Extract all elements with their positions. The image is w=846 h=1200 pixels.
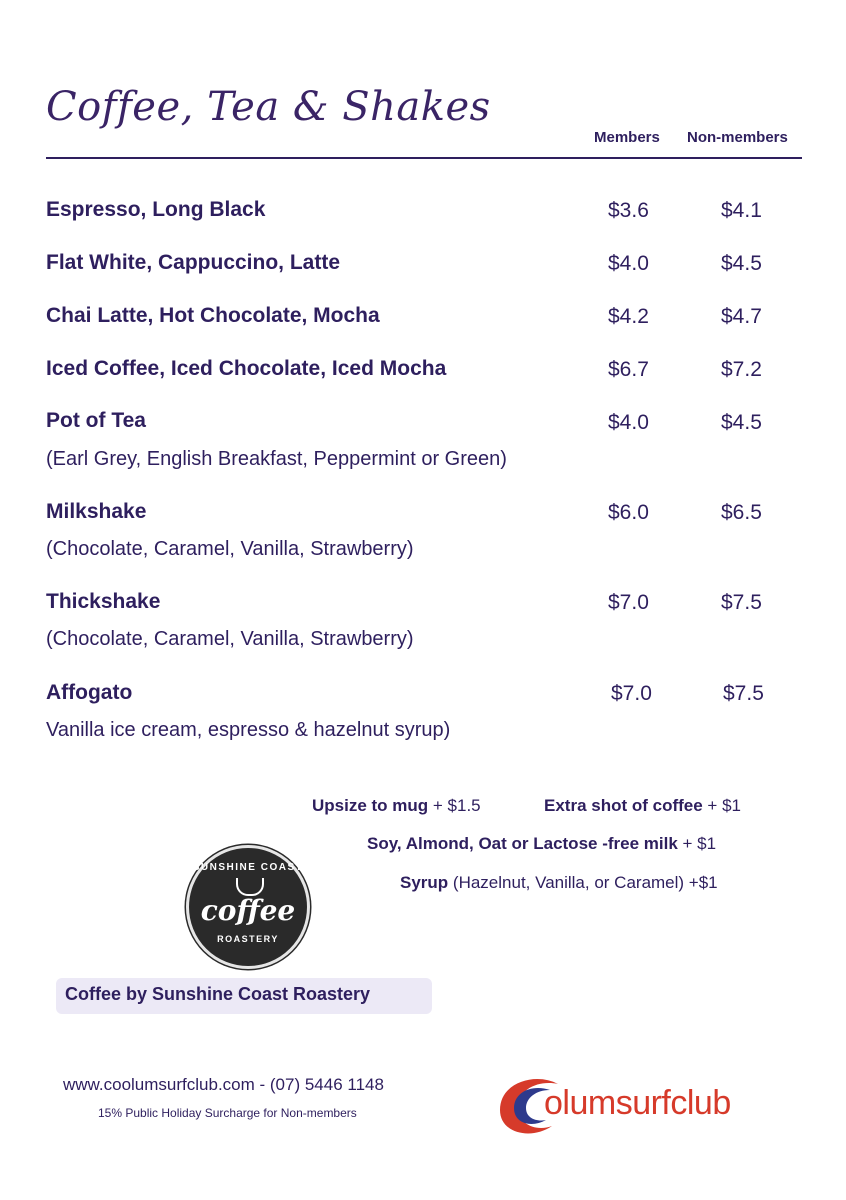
extra-shot (544, 796, 741, 816)
menu-item-name: Milkshake (46, 500, 147, 523)
extra-syrup-label: Syrup (400, 873, 449, 892)
nonmember-price: $4.1 (721, 199, 762, 222)
extra-milk-price: + $1 (677, 834, 717, 853)
logo-word: coffee (200, 894, 296, 927)
contact-line: www.coolumsurfclub.com - (07) 5446 1148 (63, 1075, 384, 1094)
menu-item-name: Thickshake (46, 590, 161, 613)
nonmember-price: $4.5 (721, 252, 762, 275)
menu-item-description: (Chocolate, Caramel, Vanilla, Strawberry) (46, 538, 414, 560)
menu-item-name: Pot of Tea (46, 409, 146, 432)
page-title: Coffee, Tea & Shakes (46, 84, 491, 130)
nonmembers-column-header: Non-members (687, 129, 788, 146)
brand-text: olumsurfclub (544, 1084, 731, 1122)
nonmember-price: $7.2 (721, 358, 762, 381)
menu-item-name: Flat White, Cappuccino, Latte (46, 251, 341, 274)
extra-syrup-detail: (Hazelnut, Vanilla, or Caramel) +$1 (448, 873, 718, 892)
surcharge-note: 15% Public Holiday Surcharge for Non-members (98, 1106, 357, 1120)
extra-upsize-label: Upsize to mug (312, 796, 429, 815)
extra-upsize-price: + $1.5 (428, 796, 481, 815)
menu-item-name: Chai Latte, Hot Chocolate, Mocha (46, 304, 380, 327)
member-price: $4.0 (608, 411, 649, 434)
roaster-badge (56, 978, 432, 1014)
extra-syrup (400, 873, 718, 893)
roaster-badge-text: Coffee by Sunshine Coast Roastery (65, 984, 371, 1004)
menu-item-description: Vanilla ice cream, espresso & hazelnut syrup) (46, 719, 451, 741)
member-price: $6.7 (608, 358, 649, 381)
extra-milk-label: Soy, Almond, Oat or Lactose -free milk (367, 834, 678, 853)
menu-item-name: Espresso, Long Black (46, 198, 266, 221)
menu-item-description: (Earl Grey, English Breakfast, Peppermint or Green) (46, 448, 507, 470)
extra-shot-label: Extra shot of coffee (544, 796, 703, 815)
member-price: $7.0 (608, 591, 649, 614)
nonmember-price: $4.5 (721, 411, 762, 434)
menu-item-description: (Chocolate, Caramel, Vanilla, Strawberry) (46, 628, 414, 650)
member-price: $3.6 (608, 199, 649, 222)
sunshine-coast-roastery-logo (186, 845, 310, 969)
coolum-surf-club-logo (492, 1068, 812, 1138)
nonmember-price: $4.7 (721, 305, 762, 328)
menu-item-name: Affogato (46, 681, 133, 704)
extra-shot-price: + $1 (702, 796, 741, 815)
member-price: $6.0 (608, 501, 649, 524)
nonmember-price: $6.5 (721, 501, 762, 524)
nonmember-price: $7.5 (723, 682, 764, 705)
nonmember-price: $7.5 (721, 591, 762, 614)
member-price: $7.0 (611, 682, 652, 705)
header-divider (46, 157, 802, 159)
extra-milk (367, 834, 716, 854)
members-column-header: Members (594, 129, 660, 146)
member-price: $4.2 (608, 305, 649, 328)
extra-upsize (312, 796, 481, 816)
menu-item-name: Iced Coffee, Iced Chocolate, Iced Mocha (46, 357, 447, 380)
member-price: $4.0 (608, 252, 649, 275)
logo-top-text: SUNSHINE COAST (192, 862, 304, 873)
logo-bottom-text: ROASTERY (217, 934, 279, 944)
